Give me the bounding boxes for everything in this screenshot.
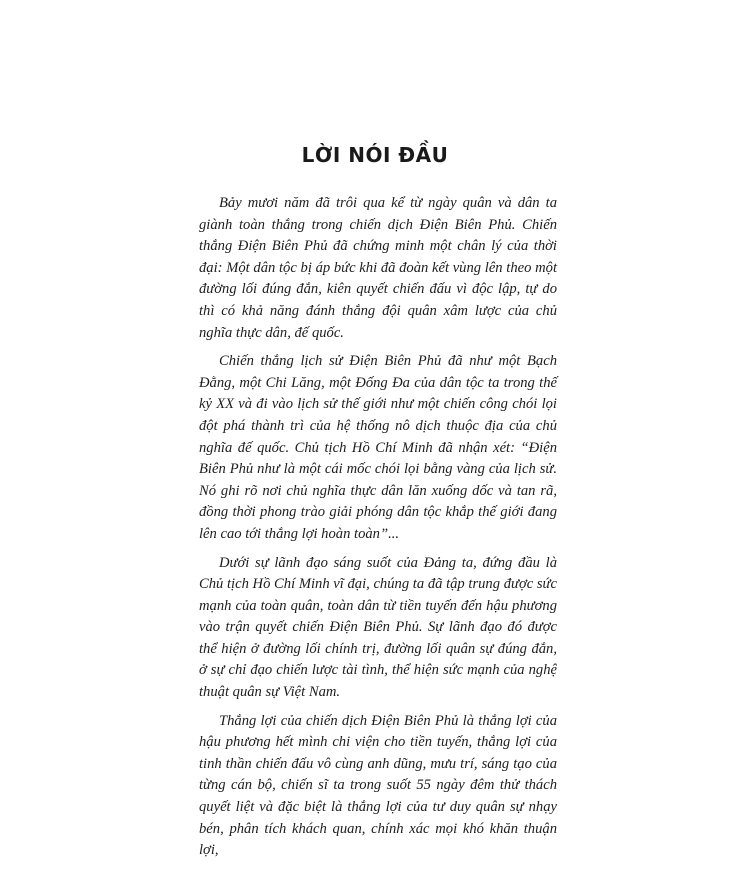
paragraph-1: Bảy mươi năm đã trôi qua kể từ ngày quân và dân ta giành toàn thắng trong chiến dịch Điện Biên Phủ. Chiến thắng Điện Biên Phủ đã chứng minh một chân lý của thời đại: Một dân tộc bị áp bức khi đã đoàn kết vùng lên theo một đường lối đúng đắn, kiên quyết chiến đấu vì độc lập, tự do thì có khả năng đánh thắng đội quân xâm lược của chủ nghĩa thực dân, đế quốc. [199,195,557,341]
paragraph-3: Dưới sự lãnh đạo sáng suốt của Đảng ta, đứng đầu là Chủ tịch Hồ Chí Minh vĩ đại, chúng ta đã tập trung được sức mạnh của toàn quân, toàn dân từ tiền tuyến đến hậu phương vào trận quyết chiến Điện Biên Phủ. Sự lãnh đạo đó được thể hiện ở đường lối chính trị, đường lối quân sự đúng đắn, ở sự chỉ đạo chiến lược tài tình, thể hiện sức mạnh của nghệ thuật quân sự Việt Nam. [199,554,557,701]
paragraph-2: Chiến thắng lịch sử Điện Biên Phủ đã như một Bạch Đằng, một Chi Lăng, một Đống Đa của dân tộc ta trong thế kỷ XX và đi vào lịch sử thế giới như một chiến công chói lọi đột phá thành trì của hệ thống nô dịch thuộc địa của chủ nghĩa đế quốc. Chủ tịch Hồ Chí Minh đã nhận xét: “Điện Biên Phủ như là một cái mốc chói lọi bằng vàng của lịch sử. Nó ghi rõ nơi chủ nghĩa thực dân lăn xuống dốc và tan rã, đồng thời phong trào giải phóng dân tộc khắp thế giới đang lên cao tới thắng lợi hoàn toàn”... [199,353,557,542]
preface-body [199,193,557,869]
page-title: LỜI NÓI ĐẦU [301,143,449,167]
paragraph-4: Thắng lợi của chiến dịch Điện Biên Phủ là thắng lợi của hậu phương hết mình chi viện cho tiền tuyến, thắng lợi của tinh thần chiến đấu vô cùng anh dũng, mưu trí, sáng tạo của từng cán bộ, chiến sĩ ta trong suốt 55 ngày đêm thử thách quyết liệt và đặc biệt là thắng lợi của tư duy quân sự nhạy bén, phân tích khách quan, chính xác mọi khó khăn thuận lợi, [199,712,557,859]
